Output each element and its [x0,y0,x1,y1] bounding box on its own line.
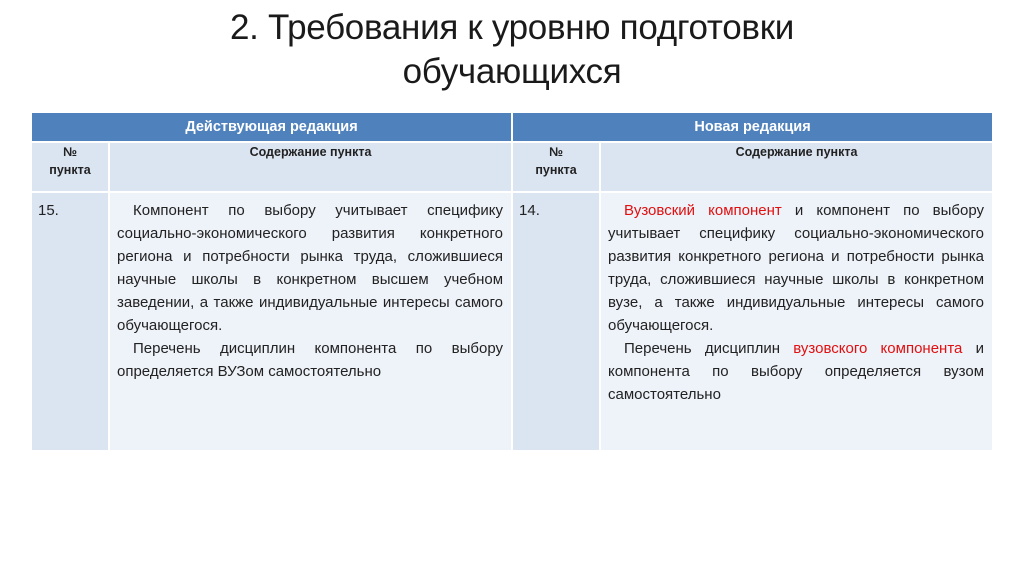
slide-title-line-2: обучающихся [402,52,622,91]
item-label: пункта [49,163,91,177]
highlight-university-component-genitive: вузовского компонента [793,340,963,357]
right-paragraph-1 [608,199,984,337]
left-number-column-header [32,142,109,192]
left-paragraph-1: Компонент по выбору учитывает специфику социально-экономического развития конкретного региона и потребности рынка труда, сложившиеся научные школы в конкретном высшем учебном заведении, а также индивидуальные интересы самого обучающегося. [117,202,504,334]
slide-title-line-1: 2. Требования к уровню подготовки [230,8,794,47]
new-edition-header: Новая редакция [512,113,992,142]
left-content-column-header: Содержание пункта [109,142,512,192]
number-sign-label: № [549,145,563,159]
right-paragraph-2-rest: и компонента по выбору определяется вузом самостоятельно [608,340,985,403]
right-content-column-header: Содержание пункта [600,142,992,192]
right-paragraph-2-start: Перечень дисциплин [624,340,794,357]
number-sign-label: № [63,145,77,159]
highlight-university-component: Вузовский компонент [624,202,782,219]
slide-title [0,6,1024,94]
right-paragraph-2 [608,337,984,406]
table-subheader-row [32,142,992,192]
item-label: пункта [535,163,577,177]
right-number-column-header [512,142,600,192]
left-content-cell [109,192,512,450]
comparison-table [32,113,992,450]
table-header-row [32,113,992,142]
current-edition-header: Действующая редакция [32,113,512,142]
right-item-number: 14. [519,202,540,219]
left-paragraph-2: Перечень дисциплин компонента по выбору определяется ВУЗом самостоятельно [117,340,504,380]
table-row [32,192,992,450]
right-number-cell [512,192,600,450]
left-number-cell [32,192,109,450]
right-content-cell [600,192,992,450]
left-item-number: 15. [38,202,59,219]
right-paragraph-1-rest: и компонент по выбору учитывает специфику социально-экономического развития конкретного региона и потребности рынка труда, сложившиеся научные школы в конкретном вузе, а также индивидуальные интересы самого обучающегося. [608,202,985,334]
